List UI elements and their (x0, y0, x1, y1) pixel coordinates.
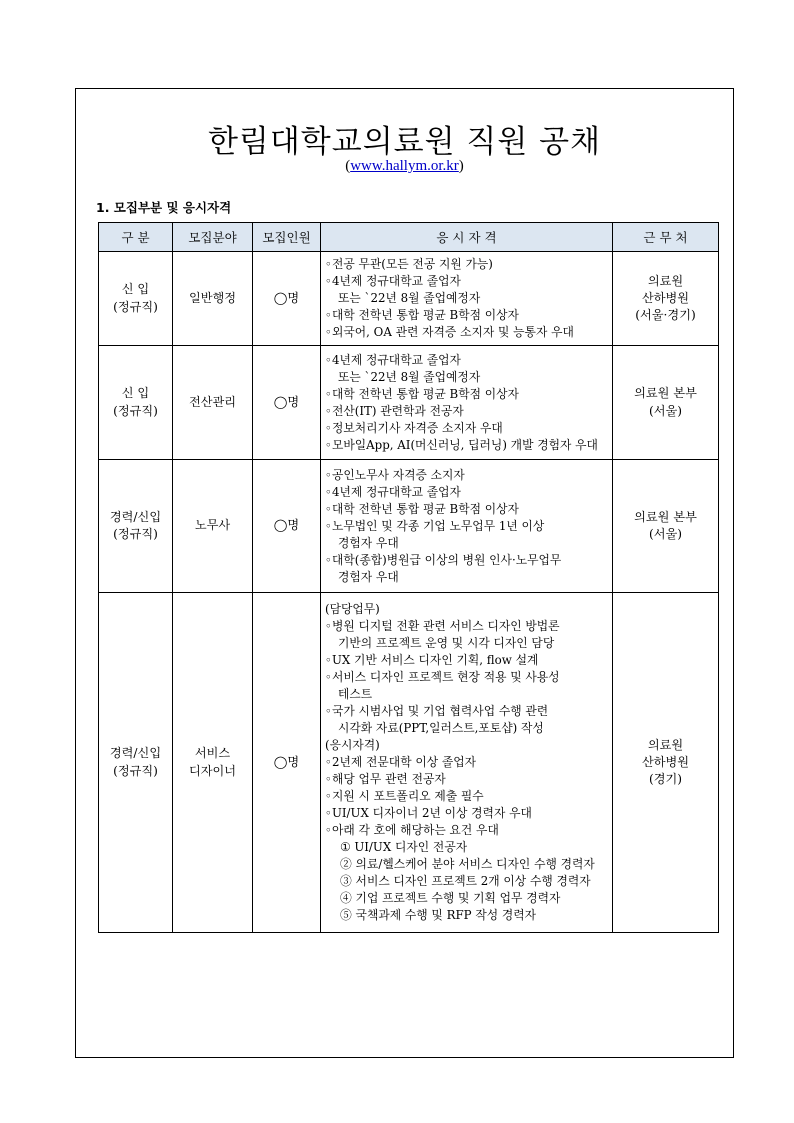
qualification-line: ◦대학 전학년 통합 평균 B학점 이상자 (325, 501, 519, 516)
category-cell (99, 252, 173, 346)
qualification-line: ◦대학(종합)병원급 이상의 병원 인사·노무업무 (325, 552, 562, 567)
table-row (99, 346, 719, 460)
qualification-line: 기반의 프로젝트 운영 및 시각 디자인 담당 (338, 636, 555, 650)
category-cell-line: (정규직) (113, 299, 158, 314)
location-cell-line: (경기) (648, 772, 683, 787)
qualification-line: ◦모바일App, AI(머신러닝, 딥러닝) 개발 경험자 우대 (325, 437, 598, 452)
qualification-line: 또는 `22년 8월 졸업예정자 (338, 369, 481, 384)
section-heading: 1. 모집부분 및 응시자격 (96, 200, 232, 215)
qualification-line: ◦대학 전학년 통합 평균 B학점 이상자 (325, 386, 519, 401)
qualification-line: ◦해당 업무 관련 전공자 (325, 772, 446, 786)
field-cell-line: 전산관리 (188, 394, 237, 409)
field-cell-line: 서비스 (194, 746, 231, 761)
field-cell (173, 346, 253, 460)
qualification-line: ◦노무법인 및 각종 기업 노무업무 1년 이상 (325, 518, 545, 533)
qualification-line: ◦정보처리기사 자격증 소지자 우대 (325, 420, 503, 435)
qualification-line: ◦아래 각 호에 해당하는 요건 우대 (325, 823, 499, 837)
qualification-line: ◦UX 기반 서비스 디자인 기획, flow 설계 (325, 653, 539, 667)
qualification-line: 경험자 우대 (338, 535, 399, 550)
table-header-row (99, 223, 719, 252)
category-cell (99, 593, 173, 933)
qualification-line: 테스트 (338, 687, 373, 701)
location-cell (613, 252, 719, 346)
category-cell-line: 경력/신입 (109, 746, 162, 761)
qualifications-cell (321, 346, 613, 460)
location-cell-line: (서울) (648, 403, 683, 418)
header-field: 모집분야 (173, 223, 253, 252)
header-qualifications: 응 시 자 격 (321, 223, 613, 252)
location-cell-line: 산하병원 (641, 754, 690, 769)
field-cell-line: 디자이너 (188, 763, 237, 778)
table-row (99, 460, 719, 593)
qualification-line: ◦4년제 정규대학교 졸업자 (325, 274, 461, 288)
location-cell (613, 593, 719, 933)
category-cell-line: 신 입 (121, 282, 150, 297)
website-link[interactable]: www.hallym.or.kr (350, 158, 459, 174)
url-open-paren: ( (345, 158, 351, 174)
qualification-line: ◦공인노무사 자격증 소지자 (325, 467, 465, 482)
qualification-line: ◦국가 시범사업 및 기업 협력사업 수행 관련 (325, 704, 549, 718)
website-url-line (75, 158, 734, 175)
headcount-cell: ◯명 (253, 252, 321, 346)
qualification-line: ◦4년제 정규대학교 졸업자 (325, 484, 461, 499)
table-row (99, 593, 719, 933)
qualification-line: ◦전공 무관(모든 전공 지원 가능) (325, 257, 493, 271)
qualification-line: ◦서비스 디자인 프로젝트 현장 적용 및 사용성 (325, 670, 560, 684)
qualification-line: ③ 서비스 디자인 프로젝트 2개 이상 수행 경력자 (340, 874, 591, 888)
headcount-cell: ◯명 (253, 593, 321, 933)
category-cell-line: 경력/신입 (109, 509, 162, 524)
qualification-line: ② 의료/헬스케어 분야 서비스 디자인 수행 경력자 (340, 857, 595, 871)
header-location: 근 무 처 (613, 223, 719, 252)
qualification-line: (응시자격) (325, 738, 380, 752)
header-category: 구 분 (99, 223, 173, 252)
qualification-line: (담당업무) (325, 602, 380, 616)
qualification-line: ◦병원 디지털 전환 관련 서비스 디자인 방법론 (325, 619, 560, 633)
qualification-line: ◦대학 전학년 통합 평균 B학점 이상자 (325, 308, 519, 322)
qualification-line: ◦2년제 전문대학 이상 졸업자 (325, 755, 477, 769)
qualifications-cell (321, 593, 613, 933)
location-cell-line: 산하병원 (641, 290, 690, 305)
qualification-line: 경험자 우대 (338, 569, 399, 584)
qualification-line: ◦UI/UX 디자이너 2년 이상 경력자 우대 (325, 806, 532, 820)
location-cell-line: (서울) (648, 527, 683, 541)
url-close-paren: ) (458, 158, 464, 174)
qualification-line: 시각화 자료(PPT,일러스트,포토샵) 작성 (338, 721, 544, 735)
location-cell-line: 의료원 본부 (634, 509, 697, 524)
qualification-line: ◦외국어, OA 관련 자격증 소지자 및 능통자 우대 (325, 325, 574, 339)
qualification-line: ◦지원 시 포트폴리오 제출 필수 (325, 789, 484, 803)
header-headcount: 모집인원 (253, 223, 321, 252)
qualifications-cell (321, 252, 613, 346)
category-cell (99, 460, 173, 593)
field-cell (173, 593, 253, 933)
category-cell-line: 신 입 (121, 386, 150, 401)
qualification-line: ⑤ 국책과제 수행 및 RFP 작성 경력자 (340, 908, 537, 922)
qualification-line: ① UI/UX 디자인 전공자 (340, 840, 468, 854)
qualification-line: ④ 기업 프로젝트 수행 및 기획 업무 경력자 (340, 891, 561, 905)
location-cell-line: 의료원 (647, 737, 684, 752)
field-cell-line: 노무사 (194, 518, 231, 533)
category-cell-line: (정규직) (113, 403, 158, 418)
page-title: 한림대학교의료원 직원 공채 (207, 124, 602, 160)
headcount-cell: ◯명 (253, 460, 321, 593)
recruitment-table (98, 222, 719, 933)
category-cell-line: (정규직) (113, 527, 158, 541)
field-cell (173, 460, 253, 593)
field-cell (173, 252, 253, 346)
headcount-cell: ◯명 (253, 346, 321, 460)
location-cell-line: (서울·경기) (635, 308, 696, 323)
field-cell-line: 일반행정 (188, 290, 237, 305)
qualification-line: ◦전산(IT) 관련학과 전공자 (325, 403, 464, 418)
qualifications-cell (321, 460, 613, 593)
category-cell (99, 346, 173, 460)
table-row (99, 252, 719, 346)
qualification-line: 또는 `22년 8월 졸업예정자 (338, 291, 481, 305)
qualification-line: ◦4년제 정규대학교 졸업자 (325, 352, 461, 367)
category-cell-line: (정규직) (113, 763, 158, 778)
location-cell-line: 의료원 본부 (634, 386, 697, 401)
location-cell (613, 460, 719, 593)
location-cell-line: 의료원 (647, 273, 684, 288)
location-cell (613, 346, 719, 460)
